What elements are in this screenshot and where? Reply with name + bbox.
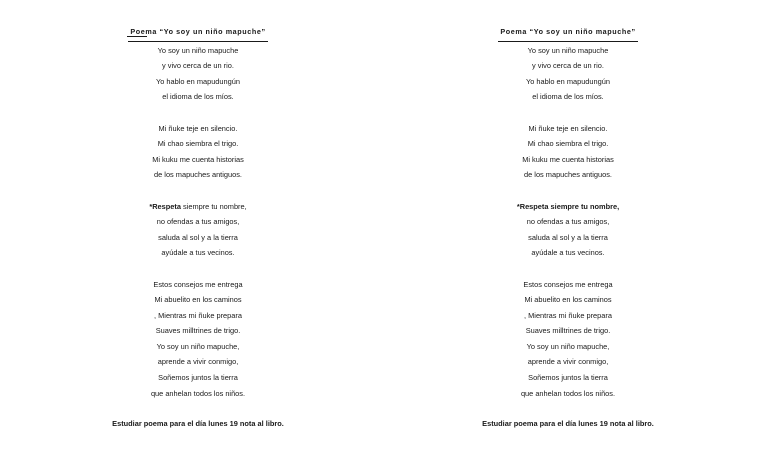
poem-line: y vivo cerca de un rio. [162, 61, 234, 71]
poem-line: , Mientras mi ñuke prepara [524, 310, 612, 320]
poem-line: Mi abuelito en los caminos [154, 295, 242, 305]
poem-line: no ofendas a tus amigos, [526, 217, 610, 227]
poem-copy-right [418, 24, 718, 432]
poem-title: Poema “Yo soy un niño mapuche” [128, 24, 267, 42]
poem-line: el idioma de los míos. [532, 92, 604, 102]
poem-line: Mi kuku me cuenta historias [522, 154, 614, 164]
homework-note: Estudiar poema para el día lunes 19 nota al libro. [112, 419, 284, 429]
poem-line: Yo soy un niño mapuche [527, 45, 609, 55]
poem-line: y vivo cerca de un rio. [532, 61, 604, 71]
poem-line: aprende a vivir conmigo, [157, 357, 239, 367]
poem-line: Mi kuku me cuenta historias [152, 154, 244, 164]
title-underline-extension [127, 36, 147, 37]
poem-line-respeta: *Respeta siempre tu nombre, [516, 201, 620, 211]
poem-line: Mi abuelito en los caminos [524, 295, 612, 305]
poem-line: Yo hablo en mapudungún [156, 76, 240, 86]
poem-line-respeta [48, 199, 348, 215]
poem-line: Estos consejos me entrega [153, 279, 243, 289]
poem-line: , Mientras mi ñuke prepara [154, 310, 242, 320]
poem-copy-left [48, 24, 348, 432]
poem-line: Suaves milltrines de trigo. [525, 326, 611, 336]
poem-line: que anhelan todos los niños. [150, 388, 246, 398]
poem-line: Soñemos juntos la tierra [158, 373, 238, 383]
poem-line: Soñemos juntos la tierra [528, 373, 608, 383]
poem-line: ayúdale a tus vecinos. [161, 248, 235, 258]
poem-line: Mi ñuke teje en silencio. [528, 123, 608, 133]
poem-line: Suaves milltrines de trigo. [155, 326, 241, 336]
poem-line: que anhelan todos los niños. [520, 388, 616, 398]
poem-line: Yo soy un niño mapuche, [156, 341, 240, 351]
poem-line: ayúdale a tus vecinos. [531, 248, 605, 258]
poem-line: Mi chao siembra el trigo. [527, 139, 609, 149]
poem-line: Estos consejos me entrega [523, 279, 613, 289]
poem-line: Mi ñuke teje en silencio. [158, 123, 238, 133]
respeta-word: *Respeta [149, 201, 181, 211]
poem-line: aprende a vivir conmigo, [527, 357, 609, 367]
poem-line: Mi chao siembra el trigo. [157, 139, 239, 149]
poem-line: saluda al sol y a la tierra [528, 232, 608, 242]
poem-line: Yo soy un niño mapuche, [526, 341, 610, 351]
poem-line: saluda al sol y a la tierra [158, 232, 238, 242]
poem-line: el idioma de los míos. [162, 92, 234, 102]
poem-line: Yo hablo en mapudungún [526, 76, 610, 86]
homework-note: Estudiar poema para el día lunes 19 nota al libro. [482, 419, 654, 429]
poem-line: no ofendas a tus amigos, [156, 217, 240, 227]
poem-line: de los mapuches antiguos. [154, 170, 242, 180]
poem-line: Yo soy un niño mapuche [157, 45, 239, 55]
respeta-rest: siempre tu nombre, [180, 201, 247, 211]
poem-title: Poema “Yo soy un niño mapuche” [498, 24, 637, 42]
poem-line: de los mapuches antiguos. [524, 170, 612, 180]
